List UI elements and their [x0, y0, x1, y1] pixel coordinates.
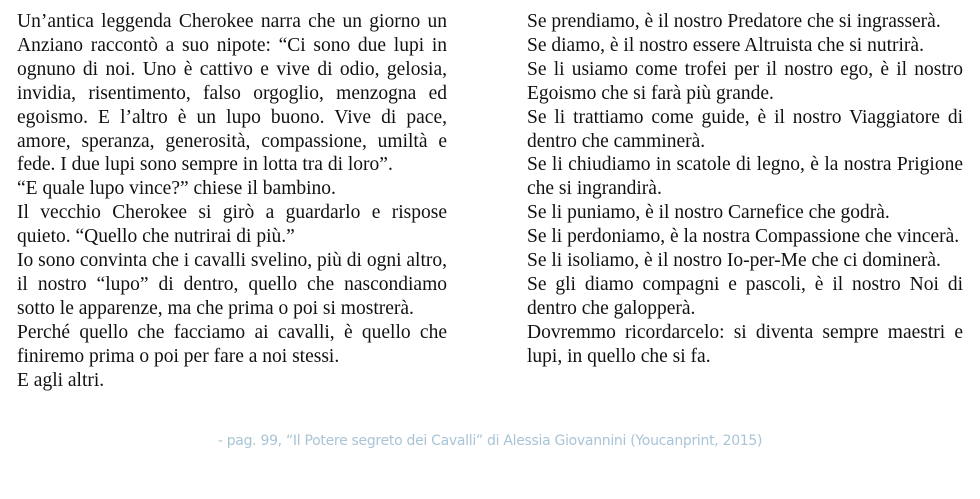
conclusion-line: Dovremmo ricordarcelo: si diventa sempre maestri e lupi, in quello che si fa. — [527, 321, 963, 367]
left-text-column — [17, 10, 447, 393]
others-paragraph: E agli altri. — [17, 369, 105, 391]
prison-line: Se li chiudiamo in scatole di legno, è la nostra Prigione che si ingrandirà. — [527, 154, 963, 200]
what-we-do-paragraph: Perché quello che facciamo ai cavalli, è quello che finiremo prima o poi per fare a noi stessi. — [17, 321, 447, 367]
horses-reveal-paragraph: Io sono convinta che i cavalli svelino, più di ogni altro, il nostro “lupo” di dentro, quello che nascondiamo sotto le apparenze, ma che prima o poi si mostrerà. — [17, 250, 447, 319]
io-per-me-line: Se li isoliamo, è il nostro Io-per-Me che ci dominerà. — [527, 250, 941, 272]
ego-line: Se li usiamo come trofei per il nostro ego, è il nostro Egoismo che si farà più grande. — [527, 58, 963, 104]
compassion-line: Se li perdoniamo, è la nostra Compassione che vincerà. — [527, 226, 960, 248]
child-question-paragraph: “E quale lupo vince?” chiese il bambino. — [17, 178, 336, 200]
source-citation: - pag. 99, “Il Potere segreto dei Cavalli” di Alessia Giovannini (Youcanprint, 2015) — [217, 433, 763, 449]
predator-line: Se prendiamo, è il nostro Predatore che si ingrasserà. — [527, 11, 941, 32]
cherokee-answer-paragraph: Il vecchio Cherokee si girò a guardarlo e rispose quieto. “Quello che nutrirai di più.” — [17, 202, 447, 248]
executioner-line: Se li puniamo, è il nostro Carnefice che godrà. — [527, 202, 890, 224]
right-text-column — [527, 10, 963, 369]
noi-line: Se gli diamo compagni e pascoli, è il nostro Noi di dentro che galopperà. — [527, 273, 963, 319]
altruist-line: Se diamo, è il nostro essere Altruista che si nutrirà. — [527, 34, 924, 56]
legend-paragraph: Un’antica leggenda Cherokee narra che un giorno un Anziano raccontò a suo nipote: “Ci sono due lupi in ognuno di noi. Uno è cattivo e vive di odio, gelosia, invidia, risentimento, falso orgoglio, menzogna ed egoismo. E l’altro è un lupo buono. Vive di pace, amore, speranza, generosità, compassione, umiltà e fede. I due lupi sono sempre in lotta tra di loro”. — [17, 11, 447, 176]
traveler-line: Se li trattiamo come guide, è il nostro Viaggiatore di dentro che camminerà. — [527, 106, 963, 152]
